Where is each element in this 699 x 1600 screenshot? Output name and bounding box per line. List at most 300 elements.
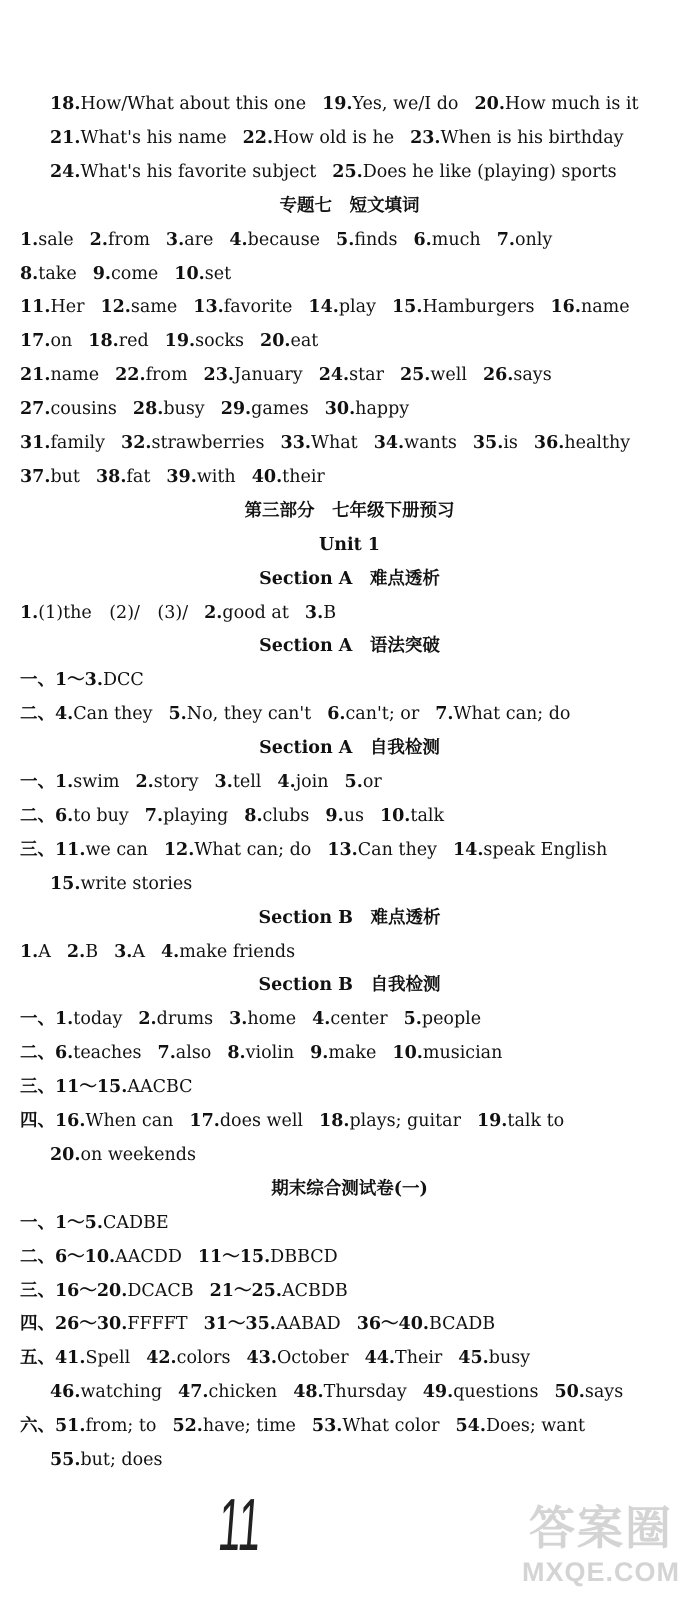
answer-text: people <box>421 1009 482 1029</box>
question-number: 36. <box>533 433 565 453</box>
answer-item <box>312 1416 440 1436</box>
answer-item <box>423 1382 539 1402</box>
answer-text: story <box>153 772 199 792</box>
answer-item <box>319 365 384 385</box>
answer-line <box>20 295 687 319</box>
question-number: 1. <box>20 230 39 250</box>
answer-text: fat <box>126 467 151 487</box>
answer-text: strawberries <box>151 433 265 453</box>
answer-item <box>166 230 213 250</box>
answer-text: Can they <box>357 840 437 860</box>
answer-item <box>133 399 205 419</box>
answer-item <box>115 365 187 385</box>
answer-item <box>146 1348 230 1368</box>
answer-text: Her <box>50 297 85 317</box>
answer-text: A <box>38 942 51 962</box>
answer-line <box>20 262 687 286</box>
answer-item <box>413 230 480 250</box>
question-number: 31～35. <box>203 1314 276 1334</box>
question-number: 24. <box>50 162 81 182</box>
question-number: 36～40. <box>356 1314 429 1334</box>
answer-item <box>93 264 159 284</box>
answer-line <box>20 1245 687 1269</box>
question-number: 25. <box>399 365 431 385</box>
answer-item <box>474 94 638 114</box>
question-number: 16. <box>550 297 581 317</box>
answer-text: FFFFT <box>127 1314 188 1334</box>
answer-line <box>20 838 687 862</box>
answer-item <box>410 128 623 148</box>
answer-item <box>380 806 444 826</box>
answer-item <box>20 942 51 962</box>
answer-text: have; time <box>202 1416 296 1436</box>
answer-item <box>20 704 152 724</box>
answer-item <box>193 297 292 317</box>
question-number: 39. <box>166 467 197 487</box>
question-number: 48. <box>293 1382 324 1402</box>
answer-item <box>322 94 458 114</box>
answer-item <box>189 1111 303 1131</box>
answer-text: make friends <box>179 942 296 962</box>
answer-text: wants <box>404 433 457 453</box>
answer-text: A <box>132 942 145 962</box>
question-number: 55. <box>50 1450 81 1470</box>
answer-item <box>244 806 309 826</box>
question-number: 20. <box>474 94 505 114</box>
answer-text: but; does <box>80 1450 163 1470</box>
answer-text: What can; do <box>194 840 312 860</box>
question-number: 24. <box>318 365 350 385</box>
question-number: 3. <box>304 603 324 623</box>
answer-item <box>534 433 630 453</box>
answer-item <box>357 1314 495 1334</box>
answer-item <box>365 1348 443 1368</box>
question-number: 23. <box>410 128 441 148</box>
answer-text: can't; or <box>345 704 420 724</box>
answer-text: star <box>349 365 384 385</box>
section-heading: 专题七 短文填词 <box>279 196 420 216</box>
question-number: 32. <box>121 433 152 453</box>
question-number: 18. <box>319 1111 350 1131</box>
question-number: 15. <box>391 297 423 317</box>
answer-text: play <box>338 297 376 317</box>
answer-line <box>20 329 687 353</box>
answer-line <box>50 1380 687 1404</box>
question-number: 7. <box>144 806 164 826</box>
answer-line <box>50 126 687 150</box>
answer-item <box>281 433 358 453</box>
answer-text: take <box>38 264 77 284</box>
answer-text: AACDD <box>115 1247 182 1267</box>
answer-item <box>20 1077 193 1097</box>
answer-text: How old is he <box>273 128 395 148</box>
answer-text: Does; want <box>485 1416 586 1436</box>
answer-item <box>20 1213 169 1233</box>
question-number: 13. <box>193 297 224 317</box>
answer-line <box>20 363 687 387</box>
answer-item <box>96 467 150 487</box>
section-heading: 期末综合测试卷(一) <box>271 1179 428 1199</box>
answer-text: drums <box>156 1009 214 1029</box>
answer-item <box>114 942 145 962</box>
answer-item <box>20 1247 182 1267</box>
answer-text: because <box>247 230 321 250</box>
question-number: 53. <box>311 1416 343 1436</box>
answer-item <box>67 942 98 962</box>
answer-item <box>135 772 198 792</box>
answer-item <box>50 162 316 182</box>
question-number: 2. <box>135 772 154 792</box>
question-number: 40. <box>251 467 283 487</box>
answer-text: on <box>50 331 73 351</box>
answer-item <box>198 1247 338 1267</box>
answer-item <box>88 331 148 351</box>
question-number: 18. <box>88 331 119 351</box>
question-number: 三、11. <box>20 840 86 860</box>
answer-text: today <box>73 1009 123 1029</box>
question-number: 1. <box>20 603 39 623</box>
answer-text: What <box>310 433 358 453</box>
question-number: 29. <box>220 399 252 419</box>
answer-item <box>50 1382 162 1402</box>
answer-line <box>20 228 687 252</box>
answer-line <box>20 397 687 421</box>
question-number: 22. <box>115 365 146 385</box>
answer-line <box>20 1414 687 1438</box>
answer-item <box>20 772 119 792</box>
answer-text: join <box>295 772 329 792</box>
answer-item <box>392 297 535 317</box>
question-number: 30. <box>324 399 356 419</box>
answer-text: Yes, we/I do <box>352 94 459 114</box>
answer-text: family <box>50 433 106 453</box>
question-number: 3. <box>214 772 233 792</box>
answer-item <box>210 1281 348 1301</box>
answer-item <box>204 1314 341 1334</box>
question-number: 3. <box>114 942 133 962</box>
question-number: 8. <box>20 264 39 284</box>
answer-item <box>312 1009 387 1029</box>
answer-item <box>550 297 629 317</box>
question-number: 6. <box>413 230 432 250</box>
answer-text: favorite <box>223 297 293 317</box>
answer-item <box>100 297 177 317</box>
answer-item <box>90 230 150 250</box>
answer-text: talk <box>410 806 445 826</box>
answer-text: chicken <box>208 1382 278 1402</box>
question-number: 7. <box>435 704 454 724</box>
answer-item <box>204 603 289 623</box>
answer-item <box>145 806 228 826</box>
answer-text: playing <box>163 806 229 826</box>
answer-text: sale <box>38 230 74 250</box>
watermark-text: 答案圈 <box>529 1502 673 1554</box>
question-number: 10. <box>379 806 411 826</box>
question-number: 一、1. <box>20 772 74 792</box>
answer-text: talk to <box>507 1111 565 1131</box>
answer-text: only <box>514 230 553 250</box>
question-number: 三、11～15. <box>20 1077 128 1097</box>
answer-text: ACBDB <box>281 1281 348 1301</box>
answer-item <box>50 94 306 114</box>
answer-item <box>20 467 80 487</box>
answer-text: says <box>584 1382 624 1402</box>
question-number: 二、6. <box>20 806 74 826</box>
question-number: 2. <box>66 942 86 962</box>
answer-text: says <box>513 365 552 385</box>
answer-text: B <box>323 603 337 623</box>
question-number: 二、6～10. <box>20 1247 116 1267</box>
answer-line <box>20 1075 687 1099</box>
section-heading: Section B 自我检测 <box>258 975 441 995</box>
answer-item <box>227 1043 294 1063</box>
section-heading: 第三部分 七年级下册预习 <box>244 501 455 521</box>
question-number: 12. <box>100 297 131 317</box>
answer-text: No, they can't <box>186 704 312 724</box>
question-number: 45. <box>458 1348 489 1368</box>
answer-item <box>458 1348 530 1368</box>
answer-text: plays; guitar <box>349 1111 461 1131</box>
question-number: 5. <box>403 1009 422 1029</box>
answer-item <box>336 230 397 250</box>
answer-text: How/What about this one <box>80 94 307 114</box>
answer-text: happy <box>355 399 410 419</box>
watermark-url: MXQE.COM <box>521 1557 680 1587</box>
answer-text: How much is it <box>504 94 639 114</box>
answer-item <box>50 1450 163 1470</box>
question-number: 五、41. <box>20 1348 86 1368</box>
answer-item <box>345 772 382 792</box>
answer-text: from <box>107 230 150 250</box>
answer-text: DCACB <box>127 1281 194 1301</box>
answer-item <box>325 399 409 419</box>
question-number: 26. <box>482 365 514 385</box>
answer-text: tell <box>232 772 262 792</box>
question-number: 19. <box>164 331 196 351</box>
question-number: 2. <box>204 603 223 623</box>
answer-text: us <box>343 806 364 826</box>
answer-item <box>20 1281 194 1301</box>
question-number: 6. <box>327 704 346 724</box>
answer-line <box>20 1211 687 1235</box>
answer-text: much <box>431 230 481 250</box>
answer-line <box>20 431 687 455</box>
question-number: 38. <box>95 467 127 487</box>
answer-text: to buy <box>73 806 129 826</box>
question-number: 5. <box>344 772 363 792</box>
answer-text: games <box>251 399 309 419</box>
question-number: 四、16. <box>20 1111 86 1131</box>
answer-item <box>252 467 325 487</box>
answer-item <box>172 1416 295 1436</box>
answer-text: speak English <box>483 840 608 860</box>
answer-item <box>20 603 188 623</box>
answer-text: October <box>276 1348 349 1368</box>
question-number: 一、1. <box>20 1009 74 1029</box>
answer-item <box>204 365 303 385</box>
answer-text: (1)the (2)/ (3)/ <box>38 603 189 623</box>
answer-text: busy <box>163 399 205 419</box>
answer-item <box>332 162 616 182</box>
answer-item <box>374 433 457 453</box>
answer-item <box>50 1145 196 1165</box>
question-number: 5. <box>336 230 355 250</box>
answer-text: socks <box>195 331 245 351</box>
answer-line <box>20 770 687 794</box>
answer-text: healthy <box>564 433 631 453</box>
answer-text: January <box>234 365 303 385</box>
question-number: 33. <box>280 433 311 453</box>
question-number: 7. <box>157 1043 176 1063</box>
answer-item <box>168 704 311 724</box>
answer-item <box>221 399 309 419</box>
question-number: 52. <box>172 1416 203 1436</box>
answer-text: center <box>330 1009 388 1029</box>
question-number: 17. <box>189 1111 220 1131</box>
answer-item <box>453 840 607 860</box>
section-heading: Section A 自我检测 <box>259 738 440 758</box>
answer-item <box>483 365 552 385</box>
answer-item <box>554 1382 623 1402</box>
answer-item <box>400 365 467 385</box>
question-number: 19. <box>322 94 353 114</box>
answer-line <box>20 465 687 489</box>
answer-item <box>404 1009 482 1029</box>
question-number: 四、26～30. <box>20 1314 128 1334</box>
question-number: 42. <box>146 1348 177 1368</box>
section-heading: Unit 1 <box>319 535 380 555</box>
question-number: 10. <box>174 264 205 284</box>
answer-line <box>50 160 687 184</box>
answer-text: DBBCD <box>270 1247 338 1267</box>
answer-item <box>20 331 72 351</box>
answer-line <box>20 1109 687 1133</box>
answer-line <box>20 1007 687 1031</box>
answer-text: set <box>204 264 232 284</box>
answer-item <box>161 942 295 962</box>
question-number: 三、16～20. <box>20 1281 128 1301</box>
answer-item <box>20 1314 188 1334</box>
answer-text: What's his favorite subject <box>80 162 317 182</box>
answer-text: on weekends <box>80 1145 196 1165</box>
answer-item <box>246 1348 348 1368</box>
question-number: 4. <box>161 942 180 962</box>
answer-text: well <box>430 365 467 385</box>
answer-item <box>497 230 553 250</box>
answer-text: colors <box>176 1348 231 1368</box>
question-number: 9. <box>310 1043 329 1063</box>
answer-item <box>325 806 364 826</box>
answer-item <box>138 1009 213 1029</box>
answer-line <box>50 1448 687 1472</box>
answer-item <box>20 806 129 826</box>
question-number: 2. <box>89 230 108 250</box>
answer-text: come <box>111 264 159 284</box>
answer-text: or <box>362 772 382 792</box>
question-number: 20. <box>50 1145 81 1165</box>
answer-text: their <box>282 467 325 487</box>
answer-item <box>20 1111 173 1131</box>
answer-text: Their <box>395 1348 443 1368</box>
question-number: 4. <box>277 772 296 792</box>
question-number: 4. <box>312 1009 331 1029</box>
answer-text: busy <box>488 1348 531 1368</box>
question-number: 46. <box>50 1382 81 1402</box>
answer-item <box>229 1009 296 1029</box>
answer-line <box>20 702 687 726</box>
answer-item <box>50 874 192 894</box>
question-number: 23. <box>203 365 234 385</box>
question-number: 11～15. <box>197 1247 271 1267</box>
answer-text: Can they <box>73 704 153 724</box>
answer-item <box>121 433 264 453</box>
question-number: 2. <box>138 1009 157 1029</box>
question-number: 一、1～3. <box>20 670 103 690</box>
answer-text: When is his birthday <box>440 128 624 148</box>
question-number: 12. <box>163 840 195 860</box>
answer-text: BCADB <box>429 1314 496 1334</box>
question-number: 17. <box>20 331 51 351</box>
question-number: 11. <box>20 297 51 317</box>
answer-text: musician <box>422 1043 503 1063</box>
answer-text: clubs <box>262 806 310 826</box>
answer-text: from <box>145 365 188 385</box>
answer-text: good at <box>222 603 289 623</box>
answer-item <box>310 1043 376 1063</box>
question-number: 六、51. <box>20 1416 86 1436</box>
answer-item <box>277 772 328 792</box>
question-number: 9. <box>92 264 111 284</box>
answer-text: make <box>328 1043 377 1063</box>
answer-item <box>477 1111 564 1131</box>
question-number: 31. <box>20 433 51 453</box>
question-number: 21. <box>50 128 81 148</box>
answer-text: watching <box>80 1382 163 1402</box>
answer-item <box>20 297 84 317</box>
answer-item <box>158 1043 212 1063</box>
answer-text: finds <box>354 230 398 250</box>
answer-text: same <box>130 297 178 317</box>
answer-text: cousins <box>50 399 117 419</box>
question-number: 37. <box>20 467 51 487</box>
question-number: 20. <box>260 331 291 351</box>
question-number: 22. <box>242 128 274 148</box>
answer-item <box>20 840 148 860</box>
answer-line <box>20 804 687 828</box>
question-number: 二、6. <box>20 1043 74 1063</box>
answer-item <box>20 1348 130 1368</box>
answer-text: swim <box>73 772 120 792</box>
answer-text: Thursday <box>323 1382 407 1402</box>
question-number: 5. <box>168 704 187 724</box>
answer-line <box>20 601 687 625</box>
answer-line <box>20 1279 687 1303</box>
answer-line <box>20 1312 687 1336</box>
answer-item <box>229 230 320 250</box>
question-number: 18. <box>50 94 81 114</box>
question-number: 3. <box>229 1009 248 1029</box>
answer-item <box>327 840 437 860</box>
question-number: 14. <box>308 297 339 317</box>
answer-item <box>260 331 318 351</box>
answer-text: What's his name <box>80 128 227 148</box>
answer-line <box>50 872 687 896</box>
question-number: 47. <box>178 1382 209 1402</box>
question-number: 28. <box>132 399 164 419</box>
answer-text: What color <box>342 1416 440 1436</box>
answer-text: write stories <box>80 874 193 894</box>
question-number: 21. <box>20 365 51 385</box>
